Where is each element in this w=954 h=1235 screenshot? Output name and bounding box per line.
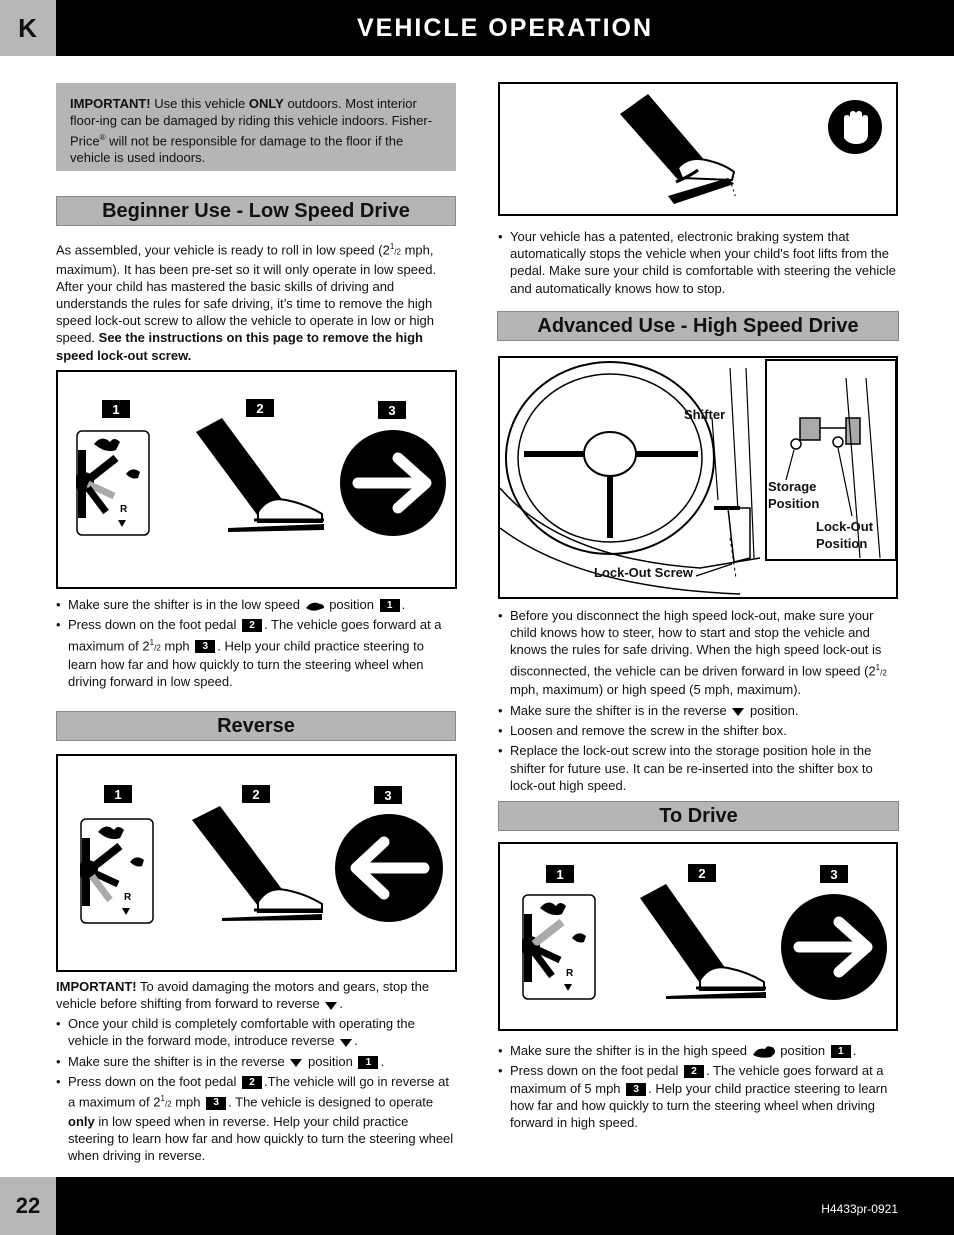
list-item: • Once your child is completely comfortable with operating the vehicle in the forward mode, introduce reverse . <box>56 1015 456 1049</box>
list-item: • Your vehicle has a patented, electronic braking system that automatically stops the vehicle when your child's foot lifts from the pedal. Make sure your child is comfortable with steering the vehicle and automatically knows how to stop. <box>498 228 898 297</box>
foot-pedal-icon <box>634 882 774 1002</box>
reverse-steps <box>56 1015 456 1168</box>
reverse-figure <box>56 754 457 972</box>
list-item: • Make sure the shifter is in the reverse position 1 . <box>56 1053 456 1070</box>
beginner-figure <box>56 370 457 589</box>
svg-text:R: R <box>566 968 574 979</box>
list-item: • Make sure the shifter is in the low speed position 1 . <box>56 596 456 613</box>
to-drive-figure <box>498 842 898 1031</box>
reverse-heart-icon <box>730 705 746 717</box>
step-badge: 1 <box>546 865 574 883</box>
page-number: 22 <box>0 1177 56 1235</box>
foot-lift-icon <box>618 88 758 208</box>
lockout-screw-label: Lock-Out Screw <box>594 565 693 580</box>
to-drive-section-title: To Drive <box>498 801 899 831</box>
step-badge: 1 <box>380 599 400 612</box>
reverse-heart-icon <box>338 1036 354 1048</box>
advanced-steps <box>498 607 898 797</box>
lockout-position-label: Lock-Out Position <box>816 519 874 551</box>
step-badge: 2 <box>242 785 270 803</box>
list-item: • Make sure the shifter is in the reverse position. <box>498 702 898 719</box>
important-notice: IMPORTANT! Use this vehicle ONLY outdoors. Most interior floor-ing can be damaged by riding this vehicle indoors. Fisher-Price® will not be responsible for damage to the floor if the vehicle is used indoors. <box>56 83 456 171</box>
list-item: • Press down on the foot pedal 2 .The vehicle will go in reverse at a maximum of $2^1/2$ mph 3 . The vehicle is designed to operate only in low speed when in reverse. Help your child practice steering to learn how far and how quickly to turn the steering wheel when driving in reverse. <box>56 1073 456 1164</box>
arrow-right-icon <box>338 428 448 538</box>
beginner-intro: As assembled, your vehicle is ready to roll in low speed ($2^1/2$ mph, maximum). It has been pre-set so it will only operate in low speed. After your child has mastered the basic skills of driving and understands the rules for safe driving, it’s time to remove the high speed lock-out screw to allow the vehicle to operate in low or high speed. See the instructions on this page to remove the high speed lock-out screw. <box>56 242 437 363</box>
step-badge: 2 <box>688 864 716 882</box>
step-badge: 3 <box>206 1097 226 1110</box>
step-badge: 3 <box>195 640 215 653</box>
beginner-steps <box>56 596 456 694</box>
advanced-section-title: Advanced Use - High Speed Drive <box>497 311 899 341</box>
step-badge: 3 <box>626 1083 646 1096</box>
step-badge: 3 <box>378 401 406 419</box>
stop-hand-icon <box>826 98 884 156</box>
list-item: • Loosen and remove the screw in the shifter box. <box>498 722 898 739</box>
step-badge: 1 <box>831 1045 851 1058</box>
reverse-section-title: Reverse <box>56 711 456 741</box>
arrow-left-icon <box>334 812 444 924</box>
shifter-low-icon <box>76 430 151 536</box>
step-badge: 1 <box>102 400 130 418</box>
steering-wheel-diagram <box>500 358 896 597</box>
step-badge: 2 <box>246 399 274 417</box>
page-title: VEHICLE OPERATION <box>56 0 954 56</box>
list-item: • Replace the lock-out screw into the storage position hole in the shifter for future use. It can be re-inserted into the shifter box to lock-out high speed. <box>498 742 898 794</box>
svg-text:R: R <box>124 892 132 903</box>
list-item: • Before you disconnect the high speed lock-out, make sure your child knows how to steer, how to start and stop the vehicle and knows the rules for safe driving. When the high speed lock-out is disconnected, the vehicle can be driven forward in low speed ($2^1/2$ mph, maximum) or high speed (5 mph, maximum). <box>498 607 898 698</box>
braking-notes <box>498 228 898 300</box>
braking-figure <box>498 82 898 216</box>
turtle-icon <box>304 600 326 612</box>
document-code: H4433pr-0921 <box>821 1202 898 1216</box>
shifter-label: Shifter <box>684 407 726 422</box>
storage-position-label: Storage Position <box>768 479 820 511</box>
step-badge: 2 <box>684 1065 704 1078</box>
footer-bar <box>56 1177 954 1235</box>
step-badge: 2 <box>242 1076 262 1089</box>
arrow-right-icon <box>780 892 888 1002</box>
foot-pedal-icon <box>186 796 326 921</box>
rabbit-icon <box>751 1045 777 1059</box>
advanced-figure <box>498 356 898 599</box>
reverse-important: IMPORTANT! To avoid damaging the motors and gears, stop the vehicle before shifting from forward to reverse . <box>56 979 430 1012</box>
list-item: • Press down on the foot pedal 2 . The vehicle goes forward at a maximum of $2^1/2$ mph 3 . Help your child practice steering to learn how far and how quickly to turn the steering wheel when driving forward in low speed. <box>56 616 456 690</box>
svg-text:R: R <box>120 504 128 515</box>
step-badge: 1 <box>104 785 132 803</box>
beginner-section-title: Beginner Use - Low Speed Drive <box>56 196 456 226</box>
reverse-heart-icon <box>288 1056 304 1068</box>
shifter-high-icon <box>522 894 597 1000</box>
to-drive-steps <box>498 1042 898 1134</box>
section-letter: K <box>0 0 56 56</box>
step-badge: 3 <box>374 786 402 804</box>
step-badge: 3 <box>820 865 848 883</box>
step-badge: 2 <box>242 619 262 632</box>
foot-pedal-icon <box>188 412 328 532</box>
list-item: • Make sure the shifter is in the high speed position 1 . <box>498 1042 898 1059</box>
list-item: • Press down on the foot pedal 2 . The vehicle goes forward at a maximum of 5 mph 3 . Help your child practice steering to learn how far and how quickly to turn the steering wheel when driving forward in high speed. <box>498 1062 898 1131</box>
reverse-heart-icon <box>323 999 339 1011</box>
step-badge: 1 <box>358 1056 378 1069</box>
shifter-reverse-icon <box>80 818 155 924</box>
